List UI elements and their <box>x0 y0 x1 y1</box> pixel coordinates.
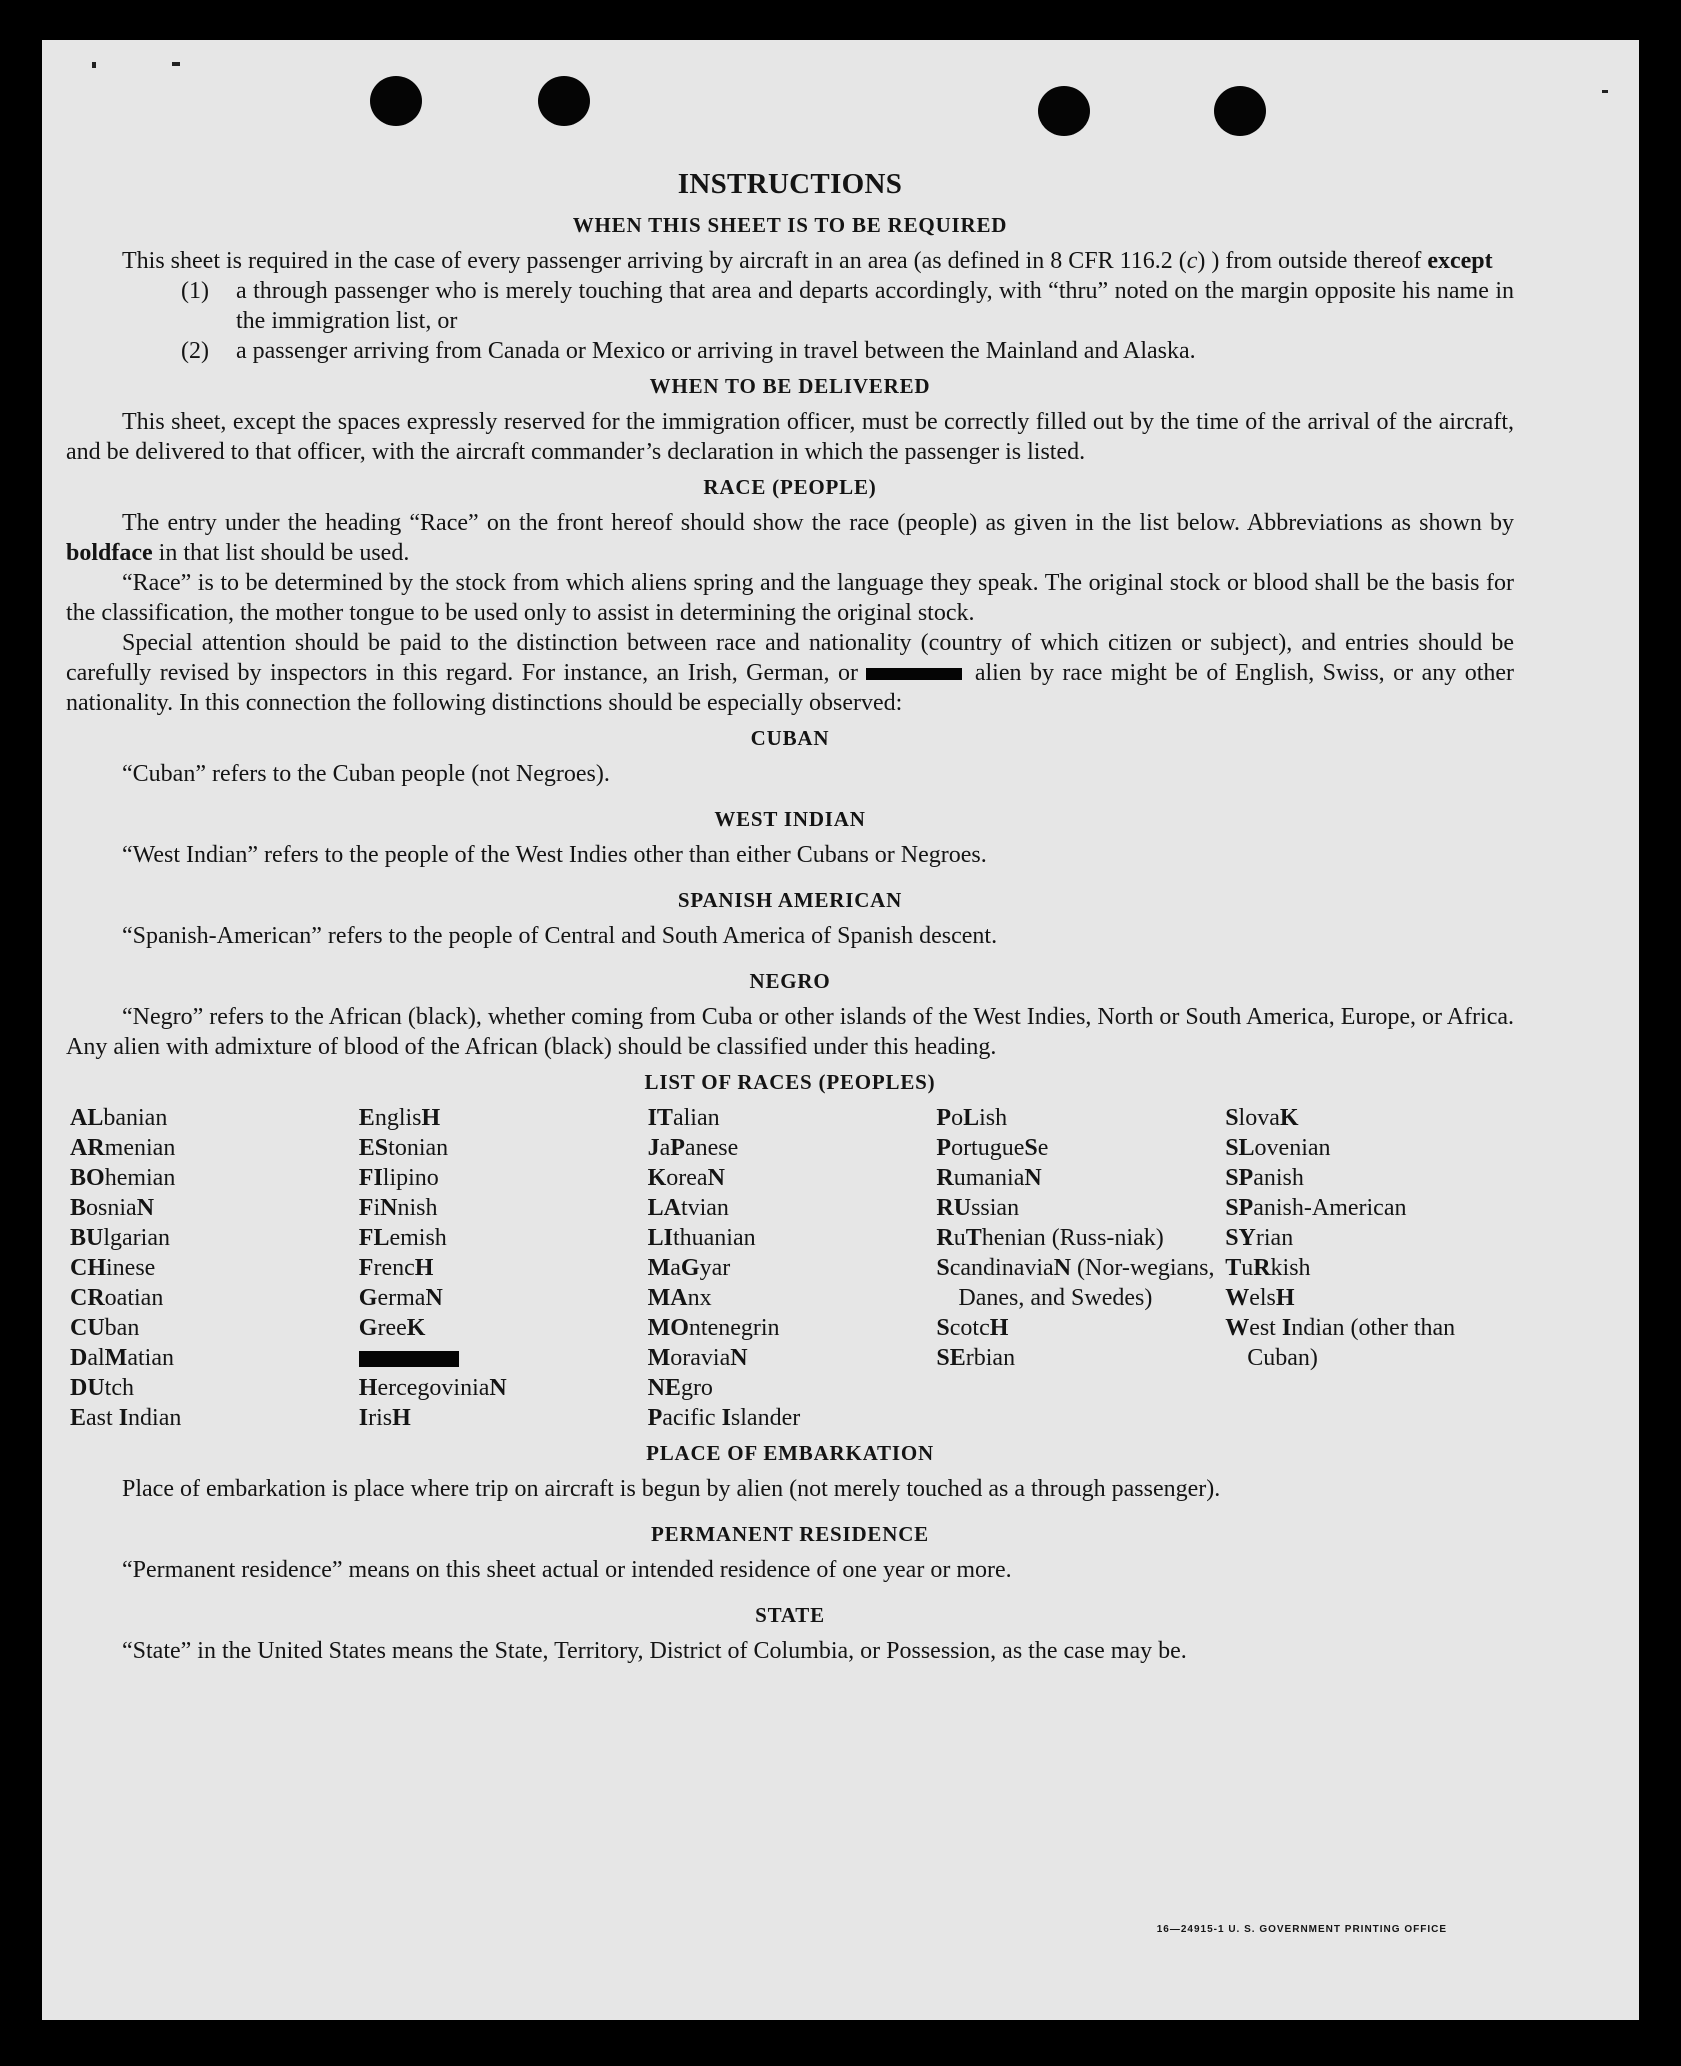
race-entry: West Indian (other than Cuban) <box>1225 1315 1456 1371</box>
paragraph: This sheet, except the spaces expressly reserved for the immigration officer, must be correctly filled out by the time of the arrival of the aircraft, and be delivered to that officer, with the aircraft commander’s declaration in which the passenger is listed. <box>66 409 1514 465</box>
race-entry: MOntenegrin <box>647 1315 780 1341</box>
race-entry: RUssian <box>936 1195 1020 1221</box>
race-entry: CHinese <box>70 1255 156 1281</box>
race-entry: IrisH <box>358 1405 411 1431</box>
race-column <box>936 1103 1225 1433</box>
race-entry: GreeK <box>358 1315 426 1341</box>
race-entry: TuRkish <box>1225 1255 1311 1281</box>
race-entry: BOhemian <box>70 1165 176 1191</box>
punch-hole <box>538 76 590 126</box>
race-entry: ScotcH <box>936 1315 1009 1341</box>
race-entry <box>359 1343 648 1373</box>
race-entry: DalMatian <box>70 1345 174 1371</box>
race-entry: ARmenian <box>70 1135 176 1161</box>
paragraph: “Negro” refers to the African (black), whether coming from Cuba or other islands of the West Indies, North or South America, Europe, or Africa. Any alien with admixture of blood of the African (black) should be classified under this heading. <box>66 1004 1514 1060</box>
race-entry: SlovaK <box>1225 1105 1299 1131</box>
race-entry: EnglisH <box>358 1105 441 1131</box>
race-entry: BUlgarian <box>70 1225 170 1251</box>
race-entry: NEgro <box>647 1375 713 1401</box>
race-entry: FrencH <box>358 1255 434 1281</box>
race-list <box>70 1103 1514 1433</box>
required-intro: This sheet is required in the case of every passenger arriving by aircraft in an area (as defined in 8 CFR 116.2 (c) ) from outside thereof except <box>122 248 1493 274</box>
race-entry: SYrian <box>1225 1225 1294 1251</box>
race-entry: BosniaN <box>70 1195 155 1221</box>
race-entry: WelsH <box>1225 1285 1295 1311</box>
race-entry: JaPanese <box>647 1135 739 1161</box>
paragraph: Place of embarkation is place where trip on aircraft is begun by alien (not merely touched as a through passenger). <box>122 1476 1221 1502</box>
race-column <box>70 1103 359 1433</box>
race-entry: PortugueSe <box>936 1135 1049 1161</box>
race-column <box>359 1103 648 1433</box>
redaction-bar <box>866 668 962 680</box>
paragraph: The entry under the heading “Race” on the front hereof should show the race (people) as given in the list below. Abbreviations as shown by boldface in that list should be used. <box>66 510 1514 566</box>
section-heading: RACE (PEOPLE) <box>703 475 877 499</box>
race-entry: FiNnish <box>358 1195 438 1221</box>
race-entry: KoreaN <box>647 1165 725 1191</box>
race-entry: ITalian <box>647 1105 720 1131</box>
race-entry: PoLish <box>936 1105 1008 1131</box>
punch-hole <box>1038 86 1090 136</box>
paragraph: “Race” is to be determined by the stock from which aliens spring and the language they speak. The original stock or blood shall be the basis for the classification, the mother tongue to be used only to assist in determining the original stock. <box>66 570 1514 626</box>
race-entry: SErbian <box>936 1345 1016 1371</box>
race-entry: CUban <box>70 1315 140 1341</box>
section-heading: PERMANENT RESIDENCE <box>651 1522 929 1546</box>
printer-imprint: 16—24915-1 U. S. GOVERNMENT PRINTING OFFICE <box>1156 1924 1447 1935</box>
race-entry: MAnx <box>647 1285 712 1311</box>
race-entry: HercegoviniaN <box>358 1375 507 1401</box>
section-heading: LIST OF RACES (PEOPLES) <box>644 1070 936 1094</box>
race-column <box>1225 1103 1514 1433</box>
section-heading: PLACE OF EMBARKATION <box>646 1441 934 1465</box>
race-entry: SPanish <box>1225 1165 1304 1191</box>
race-entry: RuThenian (Russ-niak) <box>936 1225 1164 1251</box>
scan-speck <box>1602 90 1608 93</box>
race-entry: Pacific Islander <box>647 1405 801 1431</box>
paragraph: “State” in the United States means the State, Territory, District of Columbia, or Possession, as the case may be. <box>122 1638 1187 1664</box>
race-entry: GermaN <box>358 1285 443 1311</box>
scan-speck <box>172 62 180 66</box>
race-entry: MoraviaN <box>647 1345 748 1371</box>
exception-item: (1) a through passenger who is merely touching that area and departs accordingly, with “thru” noted on the margin opposite his name in the immigration list, or <box>181 278 1514 334</box>
scan-speck <box>92 62 96 68</box>
section-heading: SPANISH AMERICAN <box>677 888 903 912</box>
race-entry: FLemish <box>358 1225 447 1251</box>
section-heading: NEGRO <box>749 969 831 993</box>
race-entry: East Indian <box>70 1405 182 1431</box>
race-entry: LIthuanian <box>647 1225 756 1251</box>
race-entry: ALbanian <box>70 1105 168 1131</box>
race-entry: LAtvian <box>647 1195 729 1221</box>
race-column <box>648 1103 937 1433</box>
section-heading: WEST INDIAN <box>714 807 866 831</box>
paragraph: Special attention should be paid to the distinction between race and nationality (country of which citizen or subject), and entries should be carefully revised by inspectors in this regard. For instance, an Irish, German, or alien by race might be of English, Swiss, or any other nationality. In this connection the following distinctions should be especially observed: <box>66 630 1515 716</box>
punch-hole <box>1214 86 1266 136</box>
section-heading: CUBAN <box>750 726 830 750</box>
instructions-content <box>66 168 1514 1666</box>
paragraph: “Cuban” refers to the Cuban people (not Negroes). <box>122 761 610 787</box>
page-title: INSTRUCTIONS <box>677 168 903 200</box>
paragraph: “Permanent residence” means on this sheet actual or intended residence of one year or more. <box>122 1557 1012 1583</box>
section-heading: WHEN THIS SHEET IS TO BE REQUIRED <box>572 213 1008 237</box>
race-entry: DUtch <box>70 1375 134 1401</box>
document-page <box>42 40 1639 2020</box>
race-entry: EStonian <box>358 1135 449 1161</box>
redaction-bar <box>359 1351 459 1367</box>
race-entry: ScandinaviaN (Nor-wegians, Danes, and Swedes) <box>936 1255 1215 1311</box>
section-heading: WHEN TO BE DELIVERED <box>649 374 931 398</box>
race-entry: RumaniaN <box>936 1165 1042 1191</box>
section-heading: STATE <box>755 1603 825 1627</box>
race-entry: CRoatian <box>70 1285 164 1311</box>
exception-item: (2) a passenger arriving from Canada or Mexico or arriving in travel between the Mainland and Alaska. <box>181 338 1196 364</box>
paragraph: “Spanish-American” refers to the people of Central and South America of Spanish descent. <box>122 923 998 949</box>
race-entry: FIlipino <box>358 1165 439 1191</box>
race-entry: SPanish-American <box>1225 1195 1407 1221</box>
race-entry: MaGyar <box>647 1255 731 1281</box>
punch-hole <box>370 76 422 126</box>
race-entry: SLovenian <box>1225 1135 1331 1161</box>
paragraph: “West Indian” refers to the people of the West Indies other than either Cubans or Negroes. <box>122 842 987 868</box>
